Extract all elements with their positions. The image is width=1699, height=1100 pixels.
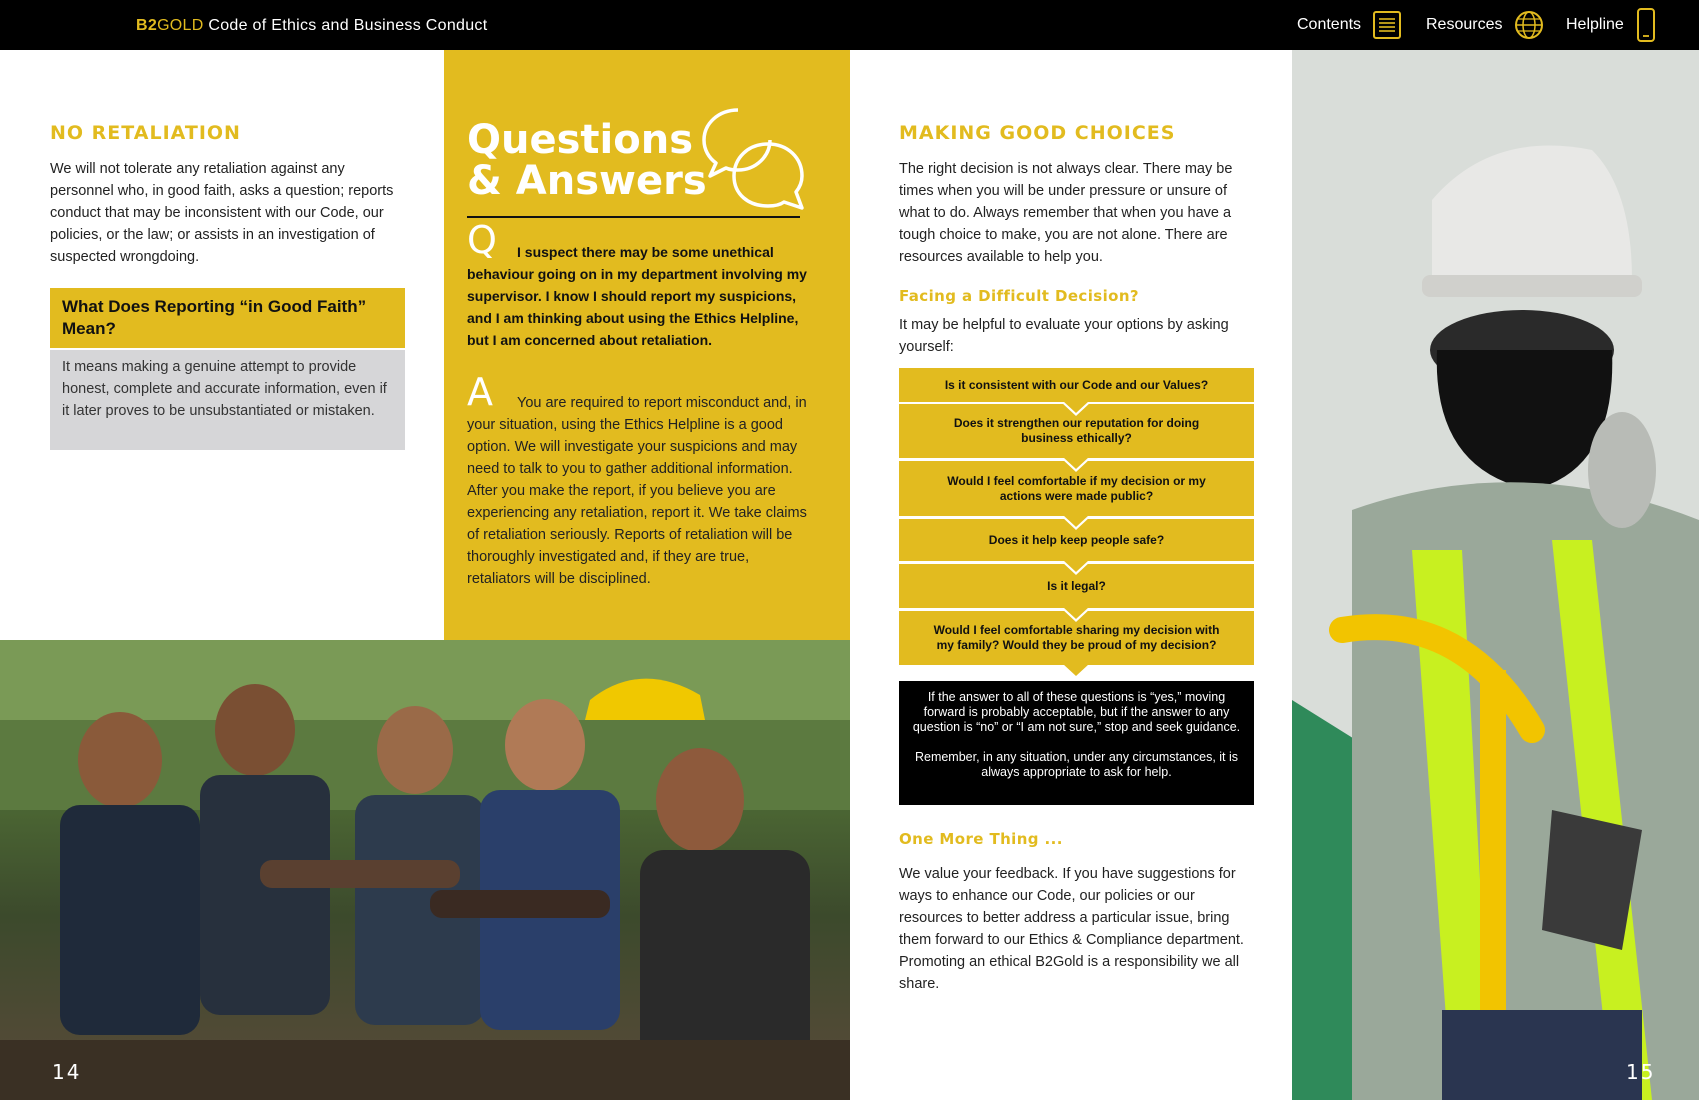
making-good-choices-body: The right decision is not always clear. There may be times when you will be under pressure or unsure of what to do. Always remember that when you have a tough choice to make, you are not alone. There are resources available to help you. [899, 161, 1233, 265]
nav-helpline-button[interactable] [1566, 0, 1656, 50]
right-page-number: 15 [1626, 1060, 1656, 1084]
one-more-thing-heading: One More Thing ... [899, 830, 1063, 848]
worker-photo [1292, 50, 1699, 1100]
question-body: I suspect there may be some unethical behaviour going on in my department involving my supervisor. I know I should report my suspicions, and I am thinking about using the Ethics Helpline, but I am concerned about retaliation. [467, 244, 807, 348]
crew-photo [0, 640, 850, 1100]
speech-bubbles-icon [700, 106, 810, 210]
worker-photo-illustration [1292, 50, 1699, 1100]
nav-resources-button[interactable] [1426, 0, 1544, 50]
flow-step: Does it strengthen our reputation for doing business ethically? [899, 404, 1254, 458]
globe-icon [1514, 10, 1544, 40]
flow-step: Does it help keep people safe? [899, 519, 1254, 561]
guidance-text-2: Remember, in any situation, under any circumstances, it is always appropriate to ask for help. [914, 750, 1239, 779]
answer-letter: A [467, 370, 493, 414]
qa-title [467, 117, 707, 204]
flow-step: Would I feel comfortable if my decision or my actions were made public? [899, 461, 1254, 516]
one-more-thing-body: We value your feedback. If you have suggestions for ways to enhance our Code, our policies or our resources to better address a particular issue, bring them forward to our Ethics & Compliance department. Promoting an ethical B2Gold is a responsibility we all share. [899, 866, 1244, 992]
flow-step: Would I feel comfortable sharing my decision with my family? Would they be proud of my decision? [899, 611, 1254, 665]
difficult-decision-intro: It may be helpful to evaluate your options by asking yourself: [899, 317, 1229, 355]
nav-resources-label: Resources [1426, 16, 1503, 33]
guidance-box [899, 681, 1254, 805]
question-letter: Q [467, 218, 497, 262]
qa-title-line1: Questions [467, 117, 694, 163]
qa-divider [467, 216, 800, 218]
brand-gold: GOLD [157, 17, 204, 34]
brand-b2: B2 [136, 17, 158, 34]
document-title [136, 17, 487, 35]
good-faith-callout-body: It means making a genuine attempt to provide honest, complete and accurate information, even if it later proves to be unsubstantiated or mistaken. [50, 350, 405, 450]
flow-step: Is it consistent with our Code and our Values? [899, 368, 1254, 402]
list-icon [1373, 11, 1401, 39]
phone-icon [1636, 8, 1656, 42]
answer-text [467, 392, 807, 590]
nav-contents-button[interactable] [1297, 0, 1401, 50]
no-retaliation-heading: NO RETALIATION [50, 122, 241, 144]
top-bar [0, 0, 1699, 50]
flow-step: Is it legal? [899, 564, 1254, 608]
difficult-decision-subheading: Facing a Difficult Decision? [899, 287, 1140, 305]
guidance-text-1: If the answer to all of these questions is “yes,” moving forward is probably acceptable, but if the answer to any question is “no” or “I am not sure,” stop and seek guidance. [912, 690, 1241, 734]
left-page-number: 14 [52, 1060, 82, 1084]
nav-helpline-label: Helpline [1566, 16, 1624, 33]
nav-contents-label: Contents [1297, 16, 1362, 33]
making-good-choices-heading: MAKING GOOD CHOICES [899, 122, 1176, 144]
question-text [467, 241, 807, 351]
good-faith-callout-title: What Does Reporting “in Good Faith” Mean? [50, 288, 405, 348]
qa-title-line2: & Answers [467, 158, 707, 204]
crew-photo-illustration [0, 640, 850, 1100]
answer-body: You are required to report misconduct and, in your situation, using the Ethics Helpline is a good option. We will investigate your suspicions and may need to talk to you to gather additional information. After you make the report, if you believe you are experiencing any retaliation, report it. We take claims of retaliation seriously. Reports of retaliation will be thoroughly investigated and, if they are true, retaliators will be disciplined. [467, 395, 807, 587]
brand-rest: Code of Ethics and Business Conduct [203, 17, 488, 34]
no-retaliation-body: We will not tolerate any retaliation against any personnel who, in good faith, asks a question; reports conduct that may be inconsistent with our Code, our policies, or the law; or assists in an investigation of suspected wrongdoing. [50, 161, 394, 265]
